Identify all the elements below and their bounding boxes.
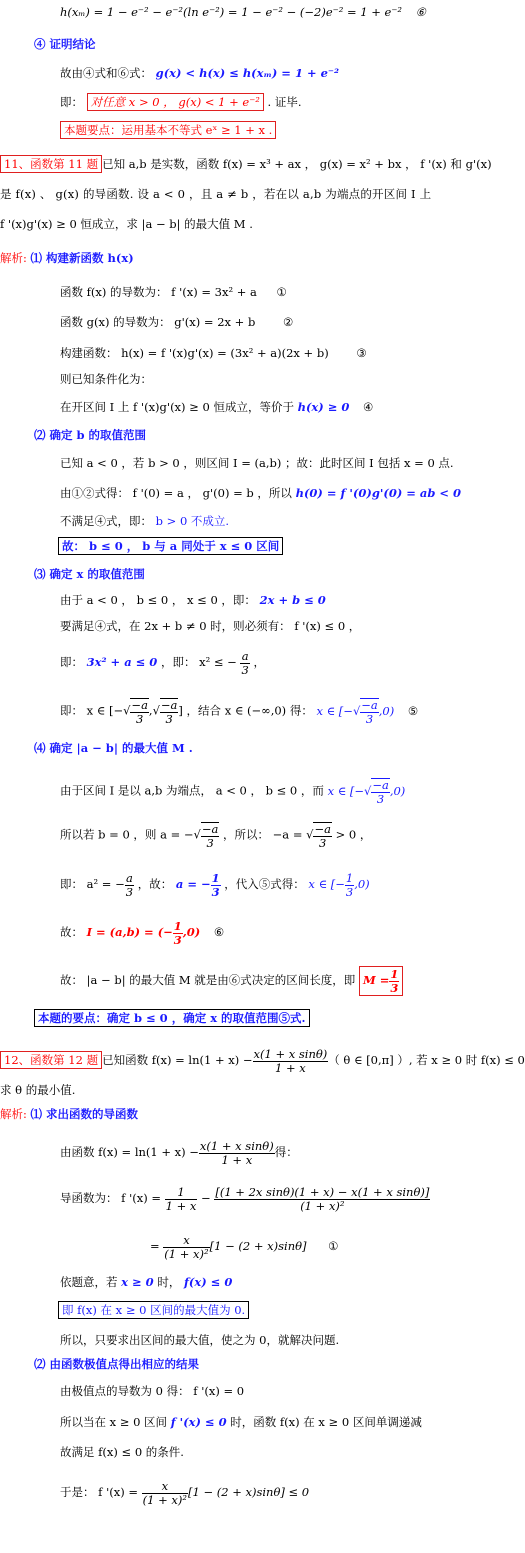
frac-num: x xyxy=(163,1234,209,1248)
ji-label: 即： xyxy=(60,95,83,109)
frac-den: 3 xyxy=(211,884,220,899)
frac-den: 3 xyxy=(165,711,173,726)
q12-part2-title: ⑵ 由函数极值点得出相应的结果 xyxy=(34,1357,200,1371)
frac-num: x xyxy=(142,1480,188,1494)
q11-l13-mid: ] ，结合 x ∈ (−∞,0) 得： xyxy=(178,703,313,718)
q11-l13-blue-post: ,0) xyxy=(378,703,395,718)
q11-l5-text: 在开区间 I 上 f '(x)g'(x) ≥ 0 恒成立，等价于 xyxy=(60,400,294,414)
q11-l16-blue: a = − xyxy=(175,877,211,892)
frac-den: (1 + x)² xyxy=(164,1246,209,1261)
q11-stem1: 已知 a,b 是实数，函数 f(x) = x³ + ax ， g(x) = x² + bx ， f '(x) 和 g'(x) xyxy=(102,157,492,171)
frac-num: 1 xyxy=(173,919,182,933)
q11-l2-text: 函数 g(x) 的导数为： g'(x) = 2x + b xyxy=(60,315,256,329)
q11-l8 xyxy=(60,515,229,529)
q11-stem-line2: 是 f(x) 、 g(x) 的导函数. 设 a < 0 ，且 a ≠ b ，若在以 a,b 为端点的开区间 I 上 xyxy=(0,187,432,201)
q12-l3 xyxy=(150,1234,338,1260)
q11-part4-title: ⑷ 确定 |a − b| 的最大值 M . xyxy=(34,741,193,755)
q12-l8-post: 时，函数 f(x) 在 x ≥ 0 区间单调递减 xyxy=(230,1415,422,1429)
q11-l9 xyxy=(58,540,283,554)
q12-tag: 12、函数第 12 题 xyxy=(0,1051,102,1069)
q12-l4-text: 依题意，若 xyxy=(60,1275,118,1289)
q12-l10-post: [1 − (2 + x)sinθ] ≤ 0 xyxy=(187,1485,310,1500)
q11-l14: 由于区间 I 是以 a,b 为端点， a < 0 ， b ≤ 0 ，而 x ∈ [−√ $\frac{-a}{3}$ ,0) xyxy=(60,778,406,806)
q11-jiexi-label: 解析: xyxy=(0,251,27,265)
q12-l2-text: 导函数为： f '(x) = xyxy=(60,1191,161,1206)
frac-num: x(1 + x sinθ) xyxy=(253,1047,328,1061)
q12-l5 xyxy=(58,1304,249,1318)
q12-l1 xyxy=(60,1140,298,1166)
keypoint-10 xyxy=(60,124,276,138)
q12-marker-1: ① xyxy=(328,1239,339,1254)
frac-den: 3 xyxy=(345,884,354,899)
hxm-expression: h(xₘ) = 1 − e⁻² − e⁻²(ln e⁻²) = 1 − e⁻² − (−2)e⁻² = 1 + e⁻² xyxy=(60,5,402,19)
q11-l13-blue-pre: x ∈ [− xyxy=(316,703,353,718)
q12-l6: 所以，只要求出区间的最大值，使之为 0，就解决问题. xyxy=(60,1333,340,1347)
q11-l17 xyxy=(60,920,224,946)
q11-l17-text: 故： xyxy=(60,925,83,940)
q12-l4-blue2: f(x) ≤ 0 xyxy=(183,1275,233,1289)
q11-marker-3: ③ xyxy=(356,346,367,360)
q11-b-range-box: 故： b ≤ 0 ， b 与 a 同处于 x ≤ 0 区间 xyxy=(58,537,283,555)
q12-l10 xyxy=(60,1480,309,1506)
q11-l17-red-post: ,0) xyxy=(182,925,201,940)
q11-l3 xyxy=(60,347,367,361)
q11-l18 xyxy=(60,966,403,996)
frac-den: 3 xyxy=(125,884,134,899)
q11-l16 xyxy=(60,872,370,898)
q11-l10-text: 由于 a < 0 ， b ≤ 0 ， x ≤ 0 ，即： xyxy=(60,593,256,607)
q12-l2 xyxy=(60,1186,430,1212)
frac-den: 3 xyxy=(241,662,249,677)
q11-l1 xyxy=(60,286,287,300)
q11-part1-title: ⑴ 构建新函数 h(x) xyxy=(30,251,134,265)
q11-m-label: M = xyxy=(362,973,390,988)
q11-l16-mid: ，故： xyxy=(137,877,173,892)
q11-l2 xyxy=(60,316,293,330)
q11-l1-text: 函数 f(x) 的导数为： f '(x) = 3x² + a xyxy=(60,285,257,299)
q12-analysis-header xyxy=(0,1108,138,1122)
q11-marker-2: ② xyxy=(282,315,294,329)
frac-num: a xyxy=(241,649,249,663)
q12-part1-title: ⑴ 求出函数的导函数 xyxy=(30,1107,139,1121)
q11-l12-mid: ，即： x² ≤ − xyxy=(160,655,237,670)
comma: ， xyxy=(253,655,265,670)
q11-stem-line1 xyxy=(0,158,492,172)
q12-stem-pre: 已知函数 f(x) = ln(1 + x) − xyxy=(102,1053,253,1068)
q11-l15-text: 所以若 b = 0 ，则 a = − xyxy=(60,827,194,842)
frac-den: 1 + x xyxy=(275,1060,306,1075)
q12-l10-text: 于是： f '(x) = xyxy=(60,1485,138,1500)
frac-den: 3 xyxy=(319,835,327,850)
q12-jiexi-label: 解析: xyxy=(0,1107,27,1121)
q11-l12-text: 即： xyxy=(60,655,83,670)
q11-l7-text: 由①②式得： f '(0) = a ， g'(0) = b ，所以 xyxy=(60,486,292,500)
q11-l17-red-pre: I = (a,b) = (− xyxy=(86,925,173,940)
q11-l10-blue: 2x + b ≤ 0 xyxy=(259,593,326,607)
frac-den: (1 + x)² xyxy=(300,1198,345,1213)
frac-den: 3 xyxy=(206,835,214,850)
q12-l8 xyxy=(60,1416,422,1430)
q11-part2-title: ⑵ 确定 b 的取值范围 xyxy=(34,428,147,442)
q11-l12-blue: 3x² + a ≤ 0 xyxy=(86,655,158,670)
frac-den: 3 xyxy=(136,711,144,726)
q11-l15-post: > 0 ， xyxy=(335,827,372,842)
q12-stem-line2: 求 θ 的最小值. xyxy=(0,1083,76,1097)
q12-stem-line1 xyxy=(0,1048,525,1074)
q12-l8-text: 所以当在 x ≥ 0 区间 xyxy=(60,1415,168,1429)
q11-l14-text: 由于区间 I 是以 a,b 为端点， a < 0 ， b ≤ 0 ，而 xyxy=(60,783,324,798)
q11-l16-text: 即： a² = − xyxy=(60,877,125,892)
q12-l1-text: 由函数 f(x) = ln(1 + x) − xyxy=(60,1145,199,1160)
q11-marker-6: ⑥ xyxy=(213,925,225,940)
q12-l3-post: [1 − (2 + x)sinθ] xyxy=(209,1239,307,1254)
keypoint-10-box: 本题要点：运用基本不等式 eˣ ≥ 1 + x . xyxy=(60,121,276,139)
q12-l4 xyxy=(60,1276,232,1290)
q11-l8-blue: b > 0 不成立. xyxy=(155,514,230,528)
q12-max-box: 即 f(x) 在 x ≥ 0 区间的最大值为 0. xyxy=(58,1301,249,1319)
q11-l13-text: 即： x ∈ [− xyxy=(60,703,124,718)
frac-num: x(1 + x sinθ) xyxy=(199,1139,274,1153)
equals-sign: = xyxy=(150,1239,160,1254)
q11-l6: 已知 a < 0 ，若 b > 0 ，则区间 I = (a,b) ；故：此时区间 I 包括 x = 0 点. xyxy=(60,456,454,470)
q11-marker-5: ⑤ xyxy=(407,703,419,718)
q11-marker-1: ① xyxy=(276,285,287,299)
proof-end: . 证毕. xyxy=(267,95,302,109)
q11-keypoint-box: 本题的要点：确定 b ≤ 0 ，确定 x 的取值范围⑤式. xyxy=(34,1009,310,1027)
q11-marker-4: ④ xyxy=(363,400,374,414)
frac-num: a xyxy=(370,698,378,712)
q11-l14-blue-post: ,0) xyxy=(389,783,406,798)
frac-num: [(1 + 2x sinθ)(1 + x) − x(1 + x sinθ)] xyxy=(215,1185,430,1199)
q12-l1-post: 得： xyxy=(274,1145,298,1160)
q11-l10 xyxy=(60,594,326,608)
q11-analysis-header xyxy=(0,252,134,266)
frac-den: 1 + x xyxy=(165,1198,197,1213)
frac-den: 3 xyxy=(376,791,385,806)
q11-part3-title: ⑶ 确定 x 的取值范围 xyxy=(34,567,145,581)
q11-tag: 11、函数第 11 题 xyxy=(0,155,102,173)
conclusion-line xyxy=(60,96,302,110)
q12-l4-blue1: x ≥ 0 xyxy=(121,1275,154,1289)
frac-den: 3 xyxy=(173,932,182,947)
q11-l13: 即： x ∈ [−√ $\frac{-a}{3}$ ,√ $\frac{-a}{3}$ ] ，结合 x ∈ (−∞,0) 得： x ∈ [−√ $\frac{-a}{3}$ ,0) ⑤ xyxy=(60,698,419,726)
q12-l7: 由极值点的导数为 0 得： f '(x) = 0 xyxy=(60,1384,245,1398)
frac-num: a xyxy=(211,822,219,836)
guyou-line xyxy=(60,67,339,81)
frac-num: a xyxy=(141,698,148,712)
guyou-prefix: 故由④式和⑥式： xyxy=(60,66,152,80)
q11-l18-text: 故： |a − b| 的最大值 M 就是由⑥式决定的区间长度，即 xyxy=(60,973,356,988)
frac-num: 1 xyxy=(165,1186,198,1200)
q12-l8-blue: f '(x) ≤ 0 xyxy=(170,1415,227,1429)
frac-num: 1 xyxy=(345,871,354,885)
minus-sign: − xyxy=(201,1191,211,1206)
frac-den: 3 xyxy=(390,980,399,995)
q11-l16-blue2-pre: x ∈ [− xyxy=(308,877,345,892)
q11-l16-mid2: ，代入⑤式得： xyxy=(224,877,305,892)
marker-6: ⑥ xyxy=(415,5,426,19)
q11-l15-mid: ，所以： −a = xyxy=(223,827,303,842)
q11-l5-blue: h(x) ≥ 0 xyxy=(297,400,350,414)
frac-num: a xyxy=(125,871,133,885)
frac-num: a xyxy=(170,698,178,712)
q11-l3-text: 构建函数： h(x) = f '(x)g'(x) = (3x² + a)(2x + b) xyxy=(60,346,329,360)
conclusion-box: 对任意 x > 0 ， g(x) < 1 + e⁻² xyxy=(87,93,264,111)
hxm-equation xyxy=(60,6,426,20)
frac-num: 1 xyxy=(390,967,399,981)
frac-den: (1 + x)² xyxy=(142,1492,187,1507)
q11-stem-line3: f '(x)g'(x) ≥ 0 恒成立，求 |a − b| 的最大值 M . xyxy=(0,217,253,231)
q11-l14-blue-pre: x ∈ [− xyxy=(327,783,364,798)
frac-num: 1 xyxy=(211,871,220,885)
q11-l7 xyxy=(60,487,461,501)
frac-num: a xyxy=(324,822,331,836)
q11-keypoint xyxy=(34,1012,310,1026)
q11-l16-blue2-post: ,0) xyxy=(354,877,370,892)
frac-num: a xyxy=(381,778,389,792)
frac-den: 3 xyxy=(365,711,374,726)
q11-l11: 要满足④式，在 2x + b ≠ 0 时，则必须有： f '(x) ≤ 0 ， xyxy=(60,619,361,633)
q11-l8-text: 不满足④式，即： xyxy=(60,514,152,528)
guyou-expression: g(x) < h(x) ≤ h(xₘ) = 1 + e⁻² xyxy=(155,66,340,80)
q11-l7-blue: h(0) = f '(0)g'(0) = ab < 0 xyxy=(295,486,462,500)
q12-l9: 故满足 f(x) ≤ 0 的条件. xyxy=(60,1445,184,1459)
q12-stem-post: （ θ ∈ [0,π] ）, 若 x ≥ 0 时 f(x) ≤ 0 xyxy=(328,1053,525,1068)
step-4-title: ④ 证明结论 xyxy=(34,37,96,51)
q11-l4: 则已知条件化为： xyxy=(60,372,152,386)
q11-l5 xyxy=(60,401,373,415)
q12-l4-mid: 时， xyxy=(157,1275,181,1289)
q11-l15: 所以若 b = 0 ，则 a = −√ $\frac{-a}{3}$ ，所以： −a = √ $\frac{-a}{3}$ > 0 ， xyxy=(60,822,372,850)
q11-l12 xyxy=(60,650,265,676)
frac-den: 1 + x xyxy=(221,1152,253,1167)
